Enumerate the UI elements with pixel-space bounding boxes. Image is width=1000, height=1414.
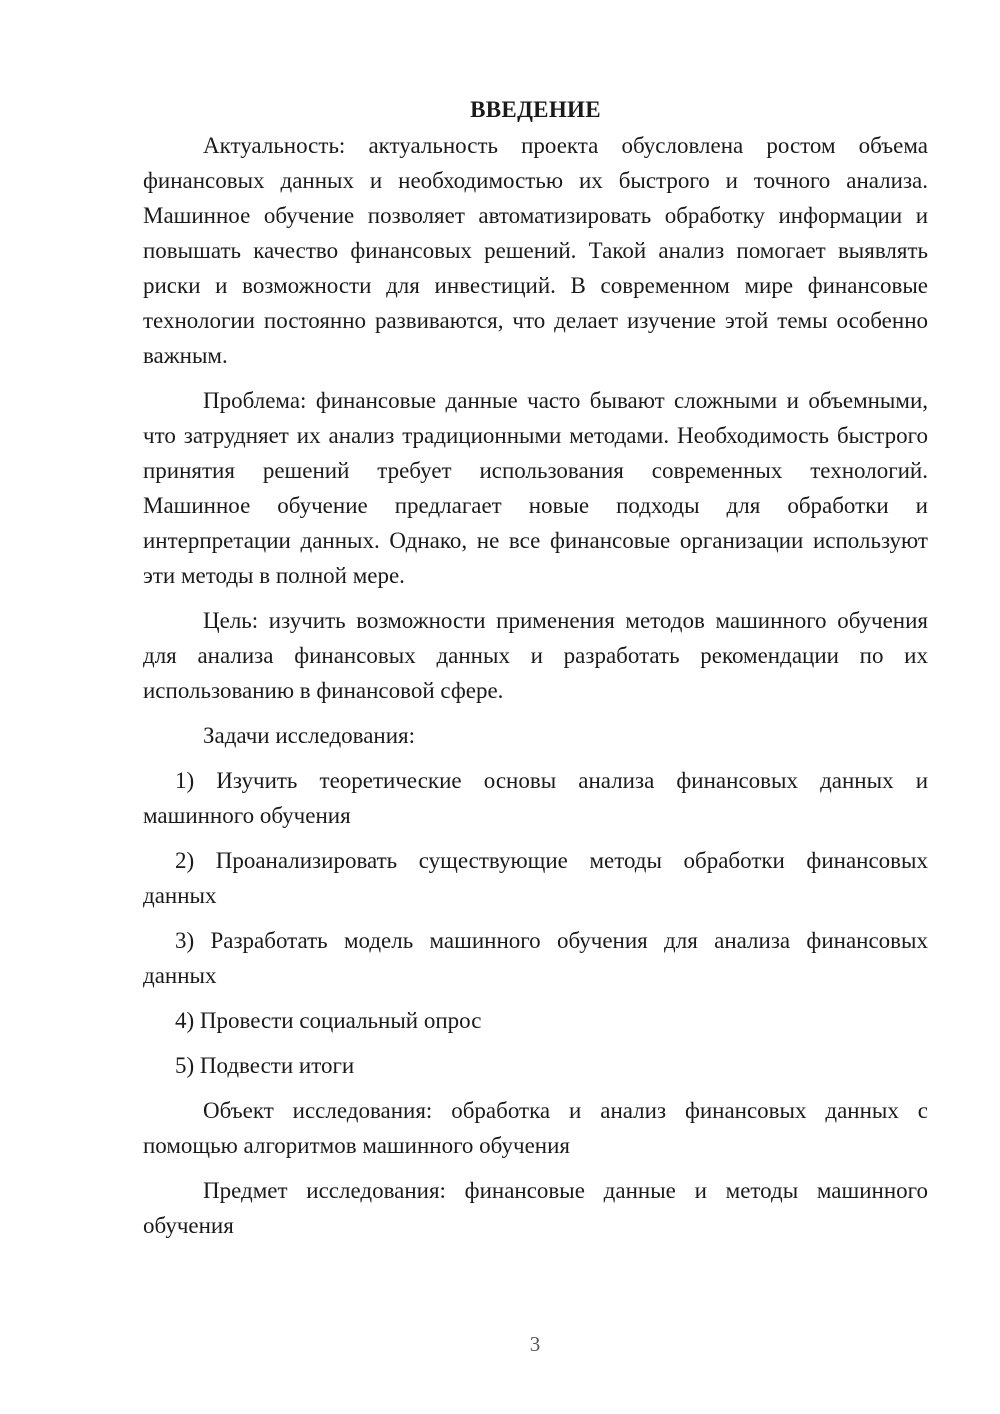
paragraph-object: Объект исследования: обработка и анализ финансовых данных с помощью алгоритмов машинного обучения [143,1098,928,1158]
tasks-heading: Задачи исследования: [203,723,416,748]
page-title: ВВЕДЕНИЕ [470,97,601,122]
document-page [143,92,928,1253]
task-item: 3) Разработать модель машинного обучения для анализа финансовых данных [143,928,928,988]
task-item: 1) Изучить теоретические основы анализа финансовых данных и машинного обучения [143,768,928,828]
paragraph-goal: Цель: изучить возможности применения методов машинного обучения для анализа финансовых данных и разработать рекомендации по их использованию в финансовой сфере. [143,608,928,703]
task-item: 2) Проанализировать существующие методы обработки финансовых данных [143,848,928,908]
task-item: 4) Провести социальный опрос [175,1008,482,1033]
page-number: 3 [529,1332,541,1356]
paragraph-subject: Предмет исследования: финансовые данные и методы машинного обучения [143,1178,928,1238]
task-item: 5) Подвести итоги [175,1053,355,1078]
paragraph-problem: Проблема: финансовые данные часто бывают сложными и объемными, что затрудняет их анализ традиционными методами. Необходимость быстрого принятия решений требует использования современных технологий. Машинное обучение предлагает новые подходы для обработки и интерпретации данных. Однако, не все финансовые организации используют эти методы в полной мере. [143,388,928,588]
paragraph-relevance: Актуальность: актуальность проекта обусловлена ростом объема финансовых данных и необходимостью их быстрого и точного анализа. Машинное обучение позволяет автоматизировать обработку информации и повышать качество финансовых решений. Такой анализ помогает выявлять риски и возможности для инвестиций. В современном мире финансовые технологии постоянно развиваются, что делает изучение этой темы особенно важным. [143,133,928,368]
